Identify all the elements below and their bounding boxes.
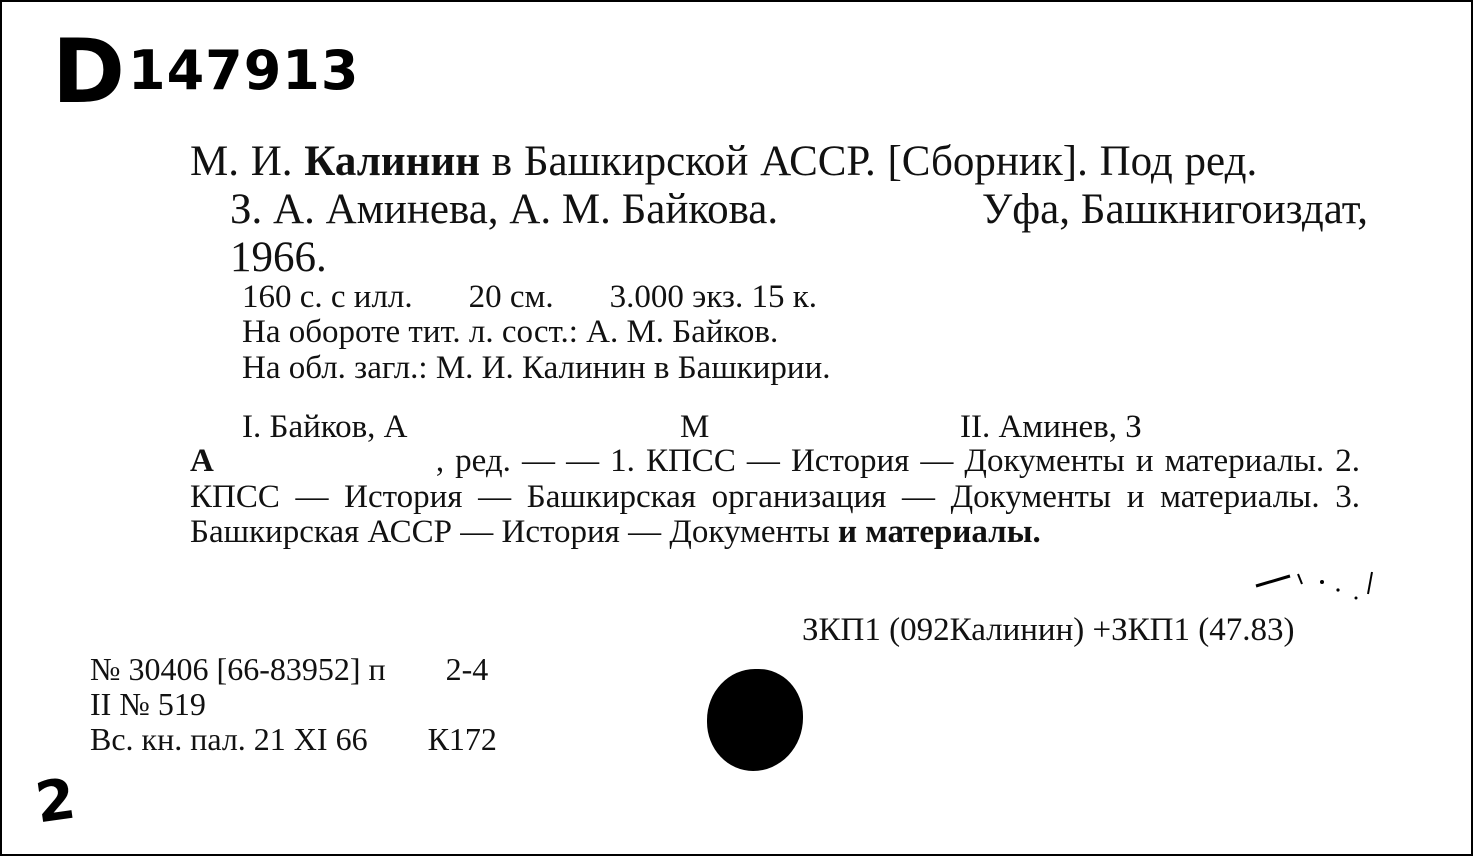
tracings-paragraph xyxy=(190,444,1360,551)
chamber-code: К172 xyxy=(427,721,497,757)
classification-index: ЗКП1 (092Калинин) +ЗКП1 (47.83) xyxy=(802,612,1295,648)
chamber-date: Вс. кн. пал. 21 XI 66 xyxy=(90,721,368,757)
accession-block xyxy=(90,652,497,757)
tracing-2-initial: А xyxy=(190,443,214,479)
accession-line-3 xyxy=(90,722,497,757)
title-line-1 xyxy=(190,139,1257,185)
subject-headings-end: и материалы. xyxy=(838,514,1041,550)
accession-line-1 xyxy=(90,652,497,687)
size: 20 см. xyxy=(468,279,554,315)
accession-line-2: II № 519 xyxy=(90,686,206,722)
accession-code: 2-4 xyxy=(445,651,489,687)
ink-specks xyxy=(1242,564,1382,614)
tracings-line-1 xyxy=(242,409,1142,445)
tracing-1-initial: М xyxy=(680,409,710,445)
physical-description xyxy=(242,279,873,315)
title-line-2 xyxy=(230,187,1368,233)
tracing-2: II. Аминев, З xyxy=(960,409,1142,445)
accession-number: № 30406 [66-83952] п xyxy=(90,651,386,687)
pages: 160 с. с илл. xyxy=(242,279,413,315)
title-publisher: Уфа, Башкнигоиздат, xyxy=(981,186,1368,233)
note-verso: На обороте тит. л. сост.: А. М. Байков. xyxy=(242,314,779,350)
title-year: 1966. xyxy=(230,234,327,281)
note-cover-title: На обл. загл.: М. И. Калинин в Башкирии. xyxy=(242,350,831,386)
title-author-name: Калинин xyxy=(304,138,481,185)
handwritten-corner-mark: 2 xyxy=(31,766,80,837)
title-text: в Башкирской АССР. [Сборник]. Под ред. xyxy=(480,138,1258,185)
subject-headings: , ред. — — 1. КПСС — История — Документы и материалы. 2. КПСС — История — Башкирская организация — Документы и материалы. 3. Башкирская АССР — История — Документы xyxy=(190,443,1360,550)
handwritten-number: 147913 xyxy=(128,39,360,102)
copies-price: 3.000 экз. 15 к. xyxy=(609,279,818,315)
title-author-initials: М. И. xyxy=(190,138,305,185)
tracing-1: I. Байков, А xyxy=(242,409,408,445)
ink-blot xyxy=(707,669,803,771)
handwritten-letter: D xyxy=(52,20,128,123)
title-editors: З. А. Аминева, А. М. Байкова. xyxy=(230,186,779,233)
